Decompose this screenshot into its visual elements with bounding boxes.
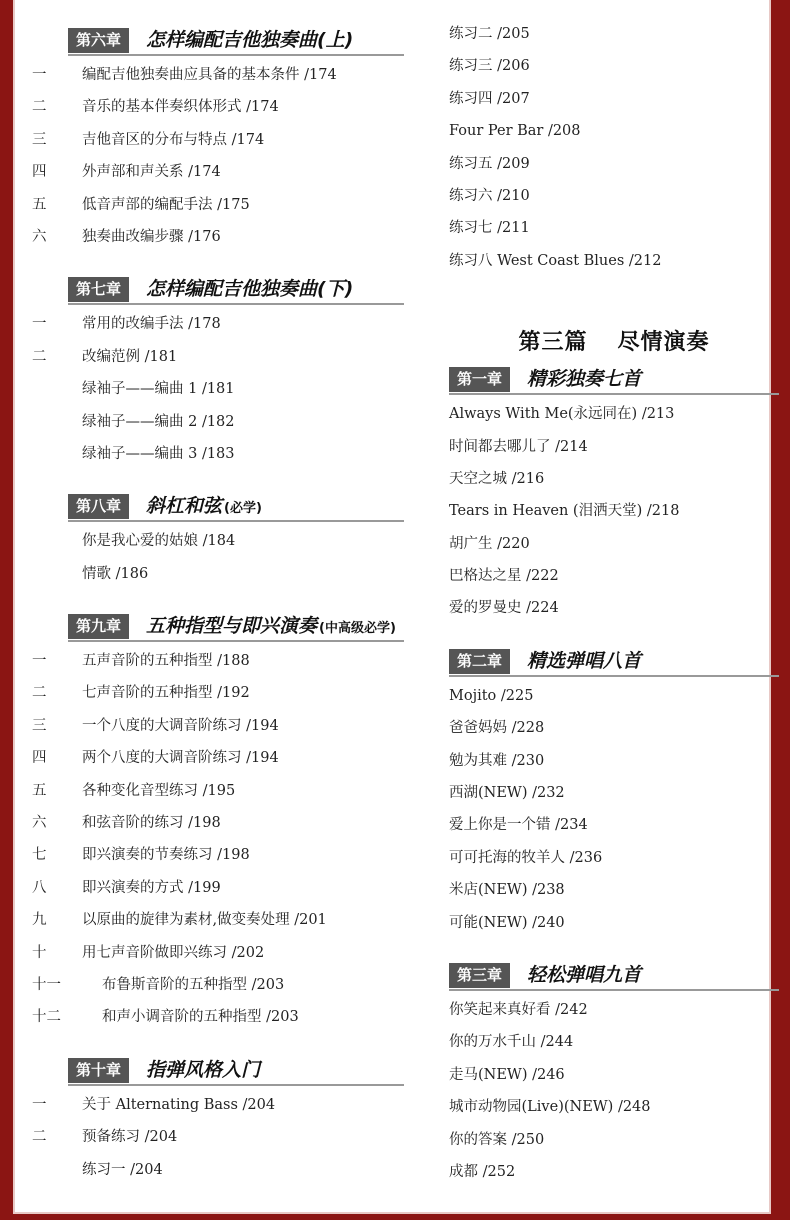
chapter-heading [32,612,404,642]
entry-text: 米店(NEW) /238 [449,882,565,899]
chapter-title-text: 斜杠和弦 [146,495,223,518]
chapter-rule [68,1084,404,1086]
entry-text: 练习二 /205 [449,26,530,42]
toc-entry[interactable] [449,874,779,906]
toc-entry[interactable] [32,1121,404,1153]
entry-text: 巴格达之星 /222 [449,568,559,585]
toc-entry[interactable] [32,221,404,253]
entry-text: 你的万水千山 /244 [449,1034,574,1051]
chapter-9 [32,612,404,1034]
chapter-rule [449,989,779,991]
chapter-6 [32,26,404,253]
entry-text: 你笑起来真好看 /242 [449,1001,588,1018]
chapter-tag: 第七章 [68,277,129,302]
entry-text: 勉为其难 /230 [449,752,545,769]
chapter-heading [449,961,779,991]
entry-text: 编配吉他独奏曲应具备的基本条件 /174 [82,67,337,83]
toc-entry[interactable] [32,525,404,557]
entry-number: 四 [32,164,47,181]
entry-text: 用七声音阶做即兴练习 /202 [82,944,265,961]
entry-text: 绿袖子——编曲 3 /183 [82,445,235,462]
entry-number: 十一 [32,976,61,993]
toc-entry[interactable] [32,1089,404,1121]
entry-text: 练习七 /211 [449,220,530,237]
chapter-3 [449,961,779,1188]
entry-text: 以原曲的旋律为素材,做变奏处理 /201 [82,912,327,929]
left-column [32,26,404,1186]
chapter-rule [68,303,404,305]
chapter-rule [68,640,404,642]
chapter-8 [32,492,404,590]
chapter-tag: 第三章 [449,963,510,988]
part-title: 尽情演奏 [617,330,710,356]
entry-text: 练习五 /209 [449,155,530,172]
entry-text: 爸爸妈妈 /228 [449,720,545,737]
entry-text: Always With Me(永远同在) /213 [449,406,675,423]
toc-entry[interactable] [32,1001,404,1033]
entry-number: 五 [32,782,47,799]
toc-entry[interactable] [449,907,779,939]
entry-text: 练习四 /207 [449,90,530,107]
chapter-tag: 第九章 [68,614,129,639]
entry-text: 两个八度的大调音阶练习 /194 [82,750,279,767]
toc-entry[interactable] [32,406,404,438]
entry-number: 十二 [32,1009,61,1026]
entry-text: 时间都去哪儿了 /214 [449,438,588,455]
entry-number: 五 [32,196,47,213]
toc-entry[interactable] [32,904,404,936]
toc-entry[interactable] [32,677,404,709]
chapter-title: 精选弹唱八首 [527,649,642,672]
entry-number: 二 [32,99,47,116]
entry-text: 爱的罗曼史 /224 [449,600,559,617]
entry-text: 练习六 /210 [449,187,530,204]
entry-text: 改编范例 /181 [82,348,178,365]
chapter-2 [449,647,779,939]
entry-text: 外声部和声关系 /174 [82,164,221,181]
entry-text: 练习一 /204 [82,1161,163,1178]
entry-text: Mojito /225 [449,687,534,704]
chapter-title [146,492,262,523]
toc-entry[interactable] [449,50,779,82]
chapter-rule [449,675,779,677]
entry-text: 布鲁斯音阶的五种指型 /203 [102,976,285,993]
toc-entry[interactable] [449,1156,779,1188]
part-label: 第三篇 [518,330,588,356]
right-column [449,18,779,1188]
toc-entry[interactable] [449,398,779,430]
toc-entry[interactable] [449,18,779,50]
entry-number: 二 [32,1129,47,1146]
entry-number: 九 [32,912,47,929]
entry-text: 和弦音阶的练习 /198 [82,815,221,832]
chapter-rule [68,54,404,56]
chapter-heading [32,26,404,56]
entry-text: 关于 Alternating Bass /204 [82,1096,276,1113]
chapter-note: (中高级必学) [319,621,396,637]
toc-entry[interactable] [449,528,779,560]
entry-text: 常用的改编手法 /178 [82,316,221,333]
toc-entry[interactable] [449,212,779,244]
toc-entry[interactable] [32,124,404,156]
entry-text: 独奏曲改编步骤 /176 [82,228,221,245]
chapter-heading [32,1056,404,1086]
chapter-heading [449,647,779,677]
entry-number: 七 [32,847,47,864]
toc-entry[interactable] [32,710,404,742]
toc-entry[interactable] [449,809,779,841]
entry-text: 练习八 West Coast Blues /212 [449,252,662,269]
entry-number: 三 [32,131,47,148]
entry-number: 四 [32,750,47,767]
entry-text: 天空之城 /216 [449,470,545,487]
chapter-title: 怎样编配吉他独奏曲(上) [146,29,354,51]
chapter-rule [449,393,779,395]
entry-number: 一 [32,67,47,83]
toc-entry[interactable] [449,994,779,1026]
chapter-tag: 第十章 [68,1058,129,1083]
chapter-tag: 第一章 [449,367,510,392]
entry-text: 各种变化音型练习 /195 [82,782,236,799]
toc-entry[interactable] [449,1124,779,1156]
toc-entry[interactable] [32,558,404,590]
toc-entry[interactable] [449,245,779,277]
toc-entry[interactable] [449,115,779,147]
chapter-title: 怎样编配吉他独奏曲(下) [146,278,354,301]
toc-entry[interactable] [449,463,779,495]
toc-entry[interactable] [32,742,404,774]
entry-text: 绿袖子——编曲 2 /182 [82,413,235,430]
entry-text: 练习三 /206 [449,58,530,75]
entry-text: 即兴演奏的方式 /199 [82,879,221,896]
toc-entry[interactable] [449,83,779,115]
chapter-title-text: 五种指型与即兴演奏 [146,615,318,638]
toc-entry[interactable] [449,712,779,744]
chapter-1 [449,365,779,625]
chapter-title: 精彩独奏七首 [527,368,642,391]
toc-entry[interactable] [32,872,404,904]
entry-text: 你是我心爱的姑娘 /184 [82,533,236,550]
entry-number: 一 [32,316,47,333]
chapter-rule [68,520,404,522]
toc-entry[interactable] [32,839,404,871]
entry-text: 绿袖子——编曲 1 /181 [82,381,235,398]
entry-number: 三 [32,717,47,734]
chapter-tag: 第六章 [68,28,129,53]
toc-entry[interactable] [449,777,779,809]
chapter-tag: 第二章 [449,649,510,674]
chapter-title [146,612,396,643]
entry-number: 六 [32,228,47,245]
part-heading [449,323,779,363]
entry-text: 和声小调音阶的五种指型 /203 [102,1009,299,1026]
entry-text: 城市动物园(Live)(NEW) /248 [449,1099,651,1116]
toc-entry[interactable] [449,592,779,624]
toc-entry[interactable] [32,807,404,839]
entry-text: 吉他音区的分布与特点 /174 [82,131,265,148]
toc-entry[interactable] [32,969,404,1001]
entry-number: 六 [32,815,47,832]
chapter-tag: 第八章 [68,494,129,519]
entry-text: Four Per Bar /208 [449,123,581,140]
toc-entry[interactable] [32,189,404,221]
toc-entry[interactable] [449,148,779,180]
entry-text: 一个八度的大调音阶练习 /194 [82,717,279,734]
toc-entry[interactable] [32,59,404,91]
toc-entry[interactable] [449,431,779,463]
toc-entry[interactable] [449,842,779,874]
chapter-title: 轻松弹唱九首 [527,963,642,986]
chapter-note: (必学) [224,501,262,517]
entry-number: 一 [32,1096,47,1113]
chapter-heading [32,492,404,522]
toc-entry[interactable] [32,373,404,405]
toc-entry[interactable] [32,91,404,123]
chapter-heading [449,365,779,395]
toc-entry[interactable] [449,180,779,212]
toc-entry[interactable] [449,495,779,527]
toc-page [15,0,769,1212]
entry-text: 爱上你是一个错 /234 [449,817,588,834]
entry-text: 五声音阶的五种指型 /188 [82,653,250,670]
entry-text: 可可托海的牧羊人 /236 [449,849,603,866]
entry-text: 即兴演奏的节奏练习 /198 [82,847,250,864]
toc-entry[interactable] [32,645,404,677]
chapter-10 [32,1056,404,1186]
entry-number: 二 [32,348,47,365]
toc-entry[interactable] [32,156,404,188]
entry-text: 低音声部的编配手法 /175 [82,196,250,213]
toc-entry[interactable] [32,1154,404,1186]
toc-entry[interactable] [32,937,404,969]
entry-number: 八 [32,879,47,896]
chapter-title: 指弹风格入门 [146,1058,261,1081]
toc-entry[interactable] [32,775,404,807]
toc-entry[interactable] [449,1026,779,1058]
continued-list [449,18,779,277]
entry-number: 一 [32,653,47,670]
entry-text: 音乐的基本伴奏织体形式 /174 [82,99,279,116]
entry-text: Tears in Heaven (泪洒天堂) /218 [449,503,680,520]
entry-text: 胡广生 /220 [449,535,530,552]
toc-entry[interactable] [449,745,779,777]
chapter-heading [32,275,404,305]
entry-text: 走马(NEW) /246 [449,1066,565,1083]
toc-entry[interactable] [32,308,404,340]
entry-text: 预备练习 /204 [82,1129,178,1146]
entry-text: 你的答案 /250 [449,1131,545,1148]
entry-number: 十 [32,944,47,961]
entry-text: 七声音阶的五种指型 /192 [82,685,250,702]
entry-text: 情歌 /186 [82,565,149,582]
entry-text: 可能(NEW) /240 [449,914,565,931]
toc-entry[interactable] [449,680,779,712]
entry-number: 二 [32,685,47,702]
entry-text: 成都 /252 [449,1163,516,1180]
chapter-7 [32,275,404,470]
entry-text: 西湖(NEW) /232 [449,785,565,802]
toc-entry[interactable] [32,438,404,470]
toc-entry[interactable] [32,341,404,373]
toc-entry[interactable] [449,1091,779,1123]
toc-entry[interactable] [449,1059,779,1091]
toc-entry[interactable] [449,560,779,592]
